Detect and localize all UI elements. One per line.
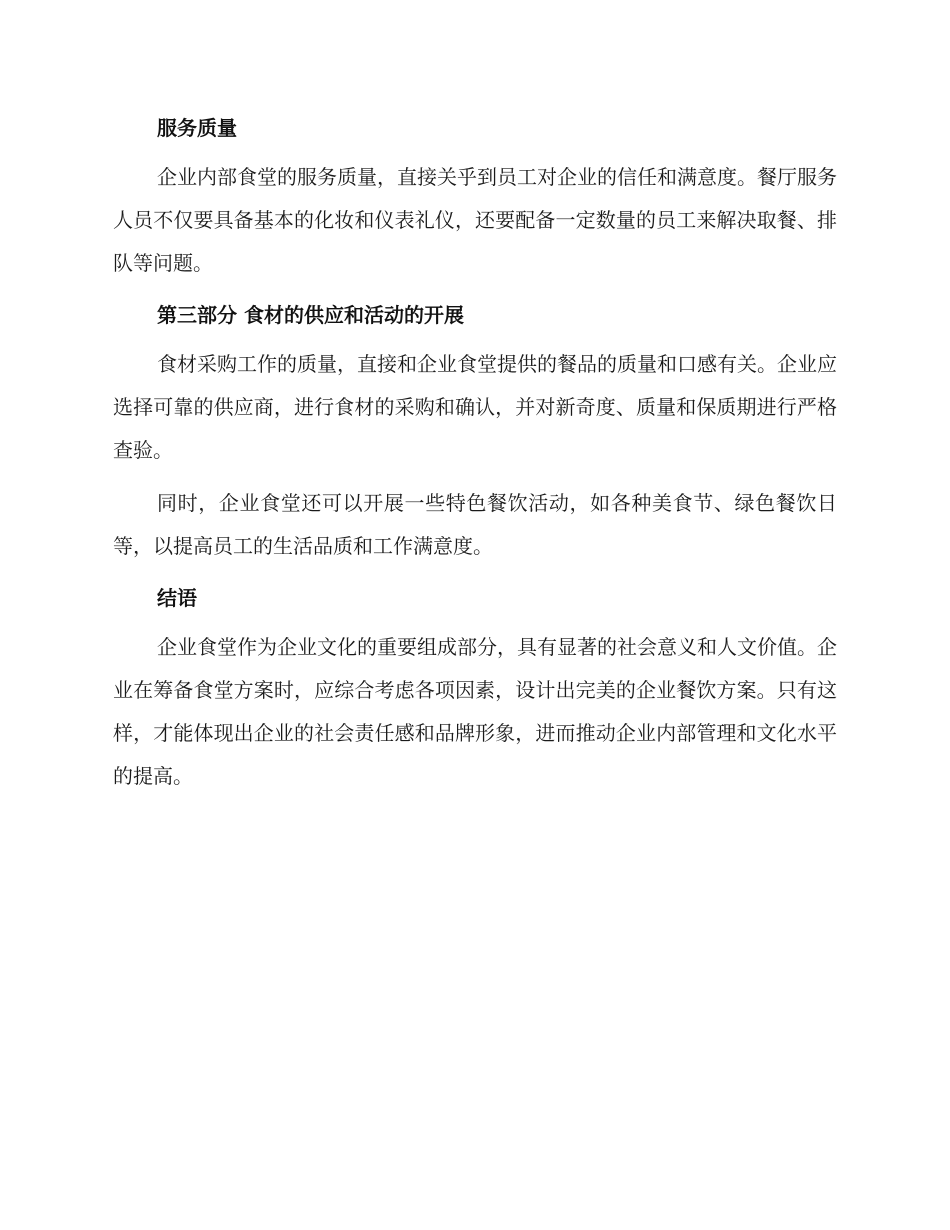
- section-ingredients-and-activities: [113, 295, 837, 568]
- section-heading: 第三部分 食材的供应和活动的开展: [157, 303, 464, 327]
- document-page: [113, 108, 837, 808]
- section-heading: 结语: [157, 586, 197, 610]
- paragraph: 食材采购工作的质量，直接和企业食堂提供的餐品的质量和口感有关。企业应选择可靠的供应商，进行食材的采购和确认，并对新奇度、质量和保质期进行严格查验。: [113, 352, 837, 462]
- paragraph: 企业内部食堂的服务质量，直接关乎到员工对企业的信任和满意度。餐厅服务人员不仅要具备基本的化妆和仪表礼仪，还要配备一定数量的员工来解决取餐、排队等问题。: [113, 165, 837, 275]
- paragraph: 同时，企业食堂还可以开展一些特色餐饮活动，如各种美食节、绿色餐饮日等，以提高员工的生活品质和工作满意度。: [113, 491, 837, 558]
- section-service-quality: [113, 108, 837, 285]
- section-heading: 服务质量: [157, 116, 237, 140]
- paragraph: 企业食堂作为企业文化的重要组成部分，具有显著的社会意义和人文价值。企业在筹备食堂方案时，应综合考虑各项因素，设计出完美的企业餐饮方案。只有这样，才能体现出企业的社会责任感和品牌形象，进而推动企业内部管理和文化水平的提高。: [113, 635, 837, 788]
- section-conclusion: [113, 578, 837, 798]
